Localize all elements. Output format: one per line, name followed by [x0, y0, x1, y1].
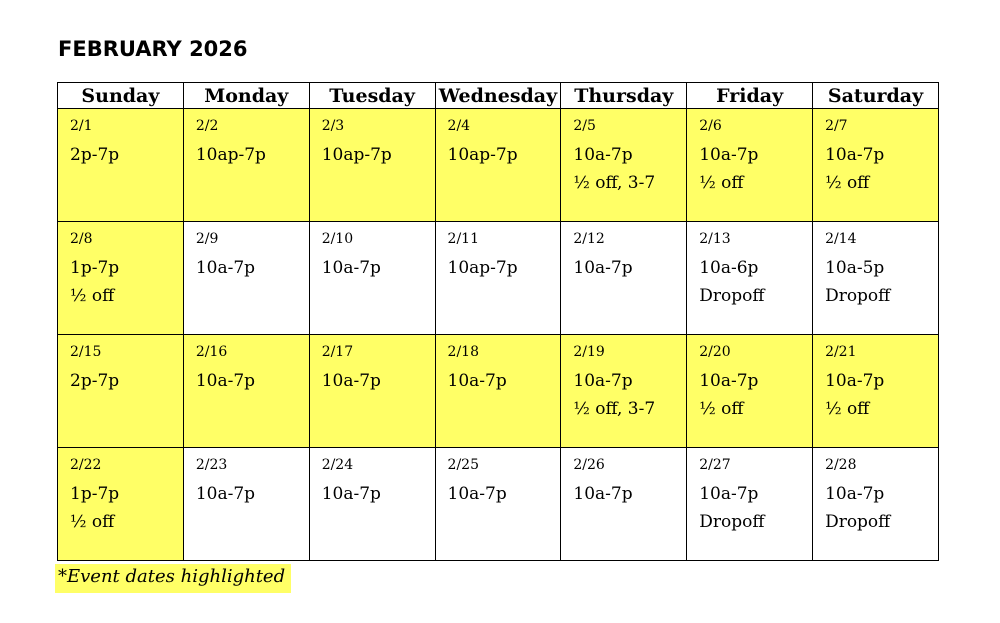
- day-hours: 1p-7p: [70, 258, 120, 278]
- day-cell: [58, 335, 184, 448]
- day-cell: [813, 109, 939, 222]
- week-row: [58, 222, 939, 335]
- day-hours: 10a-7p: [825, 371, 885, 391]
- day-cell: [561, 222, 687, 335]
- day-date: 2/24: [321, 457, 354, 473]
- day-hours: 10a-5p: [825, 258, 885, 278]
- weekday-header: Sunday: [58, 83, 184, 109]
- day-date: 2/1: [70, 118, 93, 134]
- day-date: 2/20: [699, 344, 731, 360]
- day-date: 2/3: [321, 118, 345, 134]
- day-cell: [687, 335, 813, 448]
- day-hours: 10a-7p: [195, 258, 256, 278]
- day-cell: [58, 109, 184, 222]
- day-hours: 10a-7p: [825, 484, 885, 504]
- day-date: 2/14: [825, 231, 857, 247]
- day-note: Dropoff: [699, 286, 765, 306]
- day-date: 2/2: [195, 118, 219, 134]
- day-cell: [561, 335, 687, 448]
- day-cell: [183, 109, 309, 222]
- day-date: 2/5: [573, 118, 596, 134]
- day-hours: 10a-6p: [699, 258, 759, 278]
- day-hours: 10a-7p: [195, 371, 256, 391]
- day-date: 2/28: [825, 457, 857, 473]
- week-row: [58, 448, 939, 561]
- day-note: Dropoff: [825, 512, 891, 532]
- day-date: 2/9: [195, 231, 219, 247]
- day-date: 2/21: [825, 344, 857, 360]
- day-date: 2/18: [447, 344, 479, 360]
- day-hours: 10a-7p: [447, 484, 507, 504]
- day-note: ½ off: [699, 399, 744, 419]
- calendar-title: FEBRUARY 2026: [58, 37, 248, 61]
- weekday-header: Saturday: [813, 83, 939, 109]
- day-date: 2/15: [70, 344, 102, 360]
- day-date: 2/13: [699, 231, 731, 247]
- day-date: 2/27: [699, 457, 731, 473]
- day-cell: [435, 109, 561, 222]
- day-hours: 10a-7p: [825, 145, 885, 165]
- day-cell: [435, 335, 561, 448]
- footnote: *Event dates highlighted: [55, 564, 291, 593]
- day-hours: 10a-7p: [699, 371, 759, 391]
- day-date: 2/26: [573, 457, 605, 473]
- day-hours: 1p-7p: [70, 484, 120, 504]
- day-date: 2/22: [70, 457, 102, 473]
- day-date: 2/23: [195, 457, 228, 473]
- day-hours: 10ap-7p: [447, 145, 518, 165]
- day-date: 2/4: [447, 118, 471, 134]
- day-hours: 2p-7p: [70, 145, 120, 165]
- day-cell: [813, 335, 939, 448]
- day-cell: [687, 448, 813, 561]
- day-hours: 10ap-7p: [195, 145, 266, 165]
- weekday-header: Tuesday: [309, 83, 435, 109]
- weekday-header: Thursday: [561, 83, 687, 109]
- day-date: 2/8: [70, 231, 93, 247]
- day-cell: [813, 448, 939, 561]
- day-note: Dropoff: [825, 286, 891, 306]
- day-note: ½ off: [825, 399, 870, 419]
- day-note: ½ off: [825, 173, 870, 193]
- day-cell: [58, 222, 184, 335]
- day-cell: [561, 109, 687, 222]
- day-note: ½ off: [699, 173, 744, 193]
- day-note: ½ off: [70, 512, 115, 532]
- day-hours: 10a-7p: [321, 484, 381, 504]
- day-note: ½ off: [70, 286, 115, 306]
- calendar-body: [58, 109, 939, 561]
- day-date: 2/11: [447, 231, 479, 247]
- day-cell: [309, 335, 435, 448]
- day-date: 2/19: [573, 344, 605, 360]
- day-hours: 10a-7p: [573, 258, 633, 278]
- day-hours: 10a-7p: [195, 484, 256, 504]
- day-hours: 2p-7p: [70, 371, 120, 391]
- calendar-table: [57, 82, 939, 561]
- day-cell: [687, 109, 813, 222]
- day-note: ½ off, 3-7: [573, 399, 656, 419]
- day-date: 2/25: [447, 457, 479, 473]
- day-cell: [813, 222, 939, 335]
- day-date: 2/12: [573, 231, 605, 247]
- day-hours: 10a-7p: [699, 484, 759, 504]
- day-date: 2/17: [321, 344, 354, 360]
- day-hours: 10a-7p: [573, 484, 633, 504]
- day-cell: [309, 109, 435, 222]
- day-cell: [183, 335, 309, 448]
- day-cell: [687, 222, 813, 335]
- day-cell: [561, 448, 687, 561]
- day-cell: [309, 448, 435, 561]
- week-row: [58, 109, 939, 222]
- weekday-header: Monday: [183, 83, 309, 109]
- day-note: ½ off, 3-7: [573, 173, 656, 193]
- day-date: 2/10: [321, 231, 354, 247]
- weekday-header-row: [58, 83, 939, 109]
- day-hours: 10a-7p: [321, 371, 381, 391]
- day-date: 2/7: [825, 118, 848, 134]
- day-date: 2/6: [699, 118, 722, 134]
- weekday-header: Friday: [687, 83, 813, 109]
- day-cell: [435, 448, 561, 561]
- day-cell: [435, 222, 561, 335]
- day-cell: [183, 222, 309, 335]
- day-hours: 10a-7p: [321, 258, 381, 278]
- day-hours: 10ap-7p: [321, 145, 392, 165]
- day-cell: [58, 448, 184, 561]
- week-row: [58, 335, 939, 448]
- day-hours: 10ap-7p: [447, 258, 518, 278]
- day-hours: 10a-7p: [573, 145, 633, 165]
- day-cell: [183, 448, 309, 561]
- day-date: 2/16: [195, 344, 228, 360]
- day-hours: 10a-7p: [447, 371, 507, 391]
- weekday-header: Wednesday: [435, 83, 561, 109]
- day-cell: [309, 222, 435, 335]
- day-hours: 10a-7p: [573, 371, 633, 391]
- day-note: Dropoff: [699, 512, 765, 532]
- day-hours: 10a-7p: [699, 145, 759, 165]
